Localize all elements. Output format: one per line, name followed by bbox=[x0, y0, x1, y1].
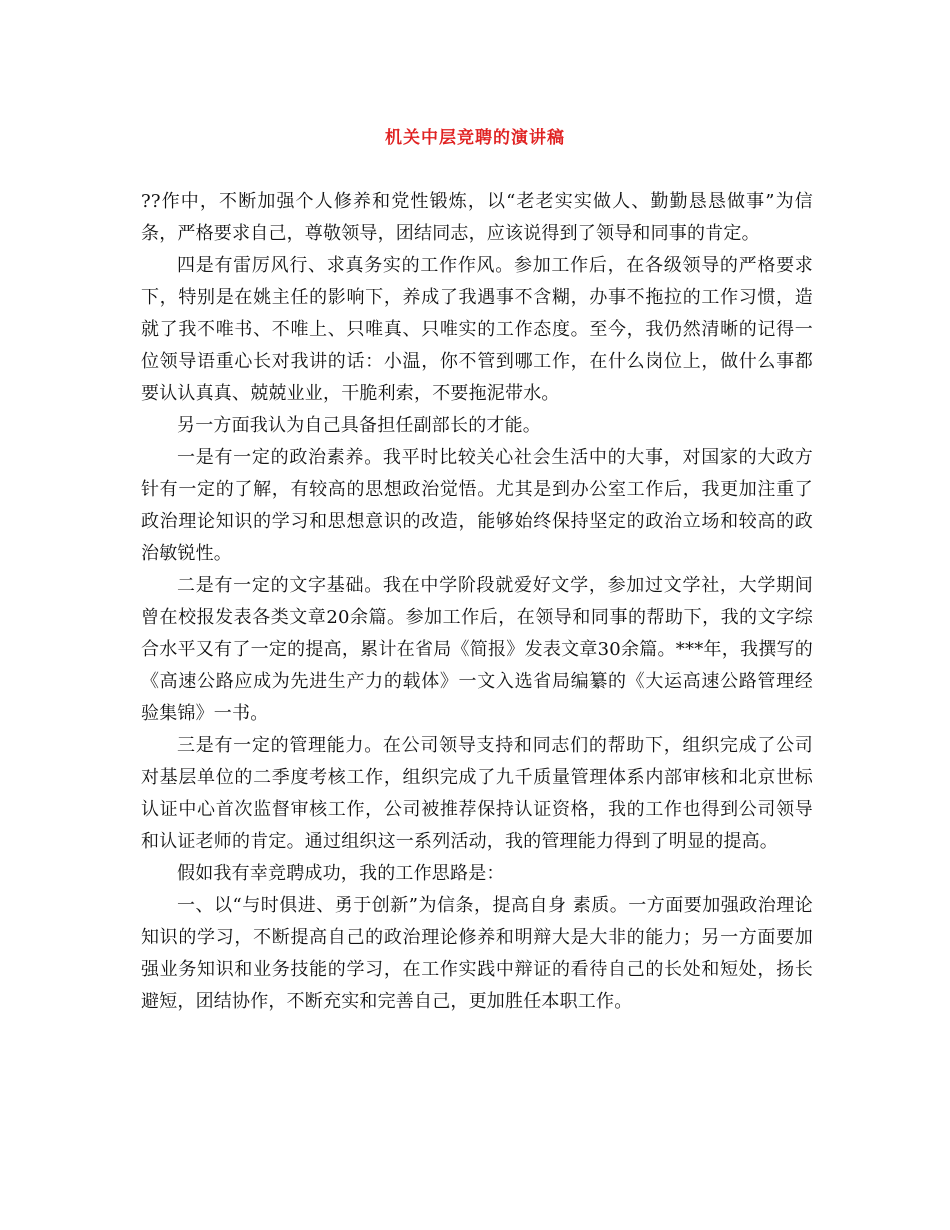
paragraph-4: 一是有一定的政治素养。我平时比较关心社会生活中的大事，对国家的大政方针有一定的了解，有较高的思想政治觉悟。尤其是到办公室工作后，我更加注重了政治理论知识的学习和思想意识的改造，能够始终保持坚定的政治立场和较高的政治敏锐性。 bbox=[141, 447, 813, 564]
paragraph-5: 二是有一定的文字基础。我在中学阶段就爱好文学，参加过文学社，大学期间曾在校报发表各类文章20余篇。参加工作后，在领导和同事的帮助下，我的文字综合水平又有了一定的提高，累计在省局《简报》发表文章30余篇。***年，我撰写的《高速公路应成为先进生产力的载体》一文入选省局编纂的《大运高速公路管理经验集锦》一书。 bbox=[141, 575, 813, 724]
paragraph-3: 另一方面我认为自己具备担任副部长的才能。 bbox=[177, 415, 541, 436]
paragraph-2: 四是有雷厉风行、求真务实的工作作风。参加工作后，在各级领导的严格要求下，特别是在姚主任的影响下，养成了我遇事不含糊，办事不拖拉的工作习惯，造就了我不唯书、不唯上、只唯真、只唯实的工作态度。至今，我仍然清晰的记得一位领导语重心长对我讲的话：小温，你不管到哪工作，在什么岗位上，做什么事都要认认真真、兢兢业业，干脆利索，不要拖泥带水。 bbox=[141, 255, 813, 404]
paragraph-7: 假如我有幸竞聘成功，我的工作思路是： bbox=[177, 863, 505, 884]
paragraph-8: 一、以“与时俱进、勇于创新”为信条，提高自身 素质。一方面要加强政治理论知识的学习，不断提高自己的政治理论修养和明辩大是大非的能力；另一方面要加强业务知识和业务技能的学习，在工作实践中辩证的看待自己的长处和短处，扬长避短，团结协作，不断充实和完善自己，更加胜任本职工作。 bbox=[141, 895, 813, 1012]
paragraph-6: 三是有一定的管理能力。在公司领导支持和同志们的帮助下，组织完成了公司对基层单位的二季度考核工作，组织完成了九千质量管理体系内部审核和北京世标认证中心首次监督审核工作，公司被推荐保持认证资格，我的工作也得到公司领导和认证老师的肯定。通过组织这一系列活动，我的管理能力得到了明显的提高。 bbox=[141, 735, 813, 852]
document-title: 机关中层竞聘的演讲稿 bbox=[385, 128, 565, 148]
paragraph-1: ??作中，不断加强个人修养和党性锻炼，以“老老实实做人、勤勤恳恳做事”为信条，严格要求自己，尊敬领导，团结同志，应该说得到了领导和同事的肯定。 bbox=[141, 191, 813, 244]
document-body bbox=[141, 186, 813, 1018]
